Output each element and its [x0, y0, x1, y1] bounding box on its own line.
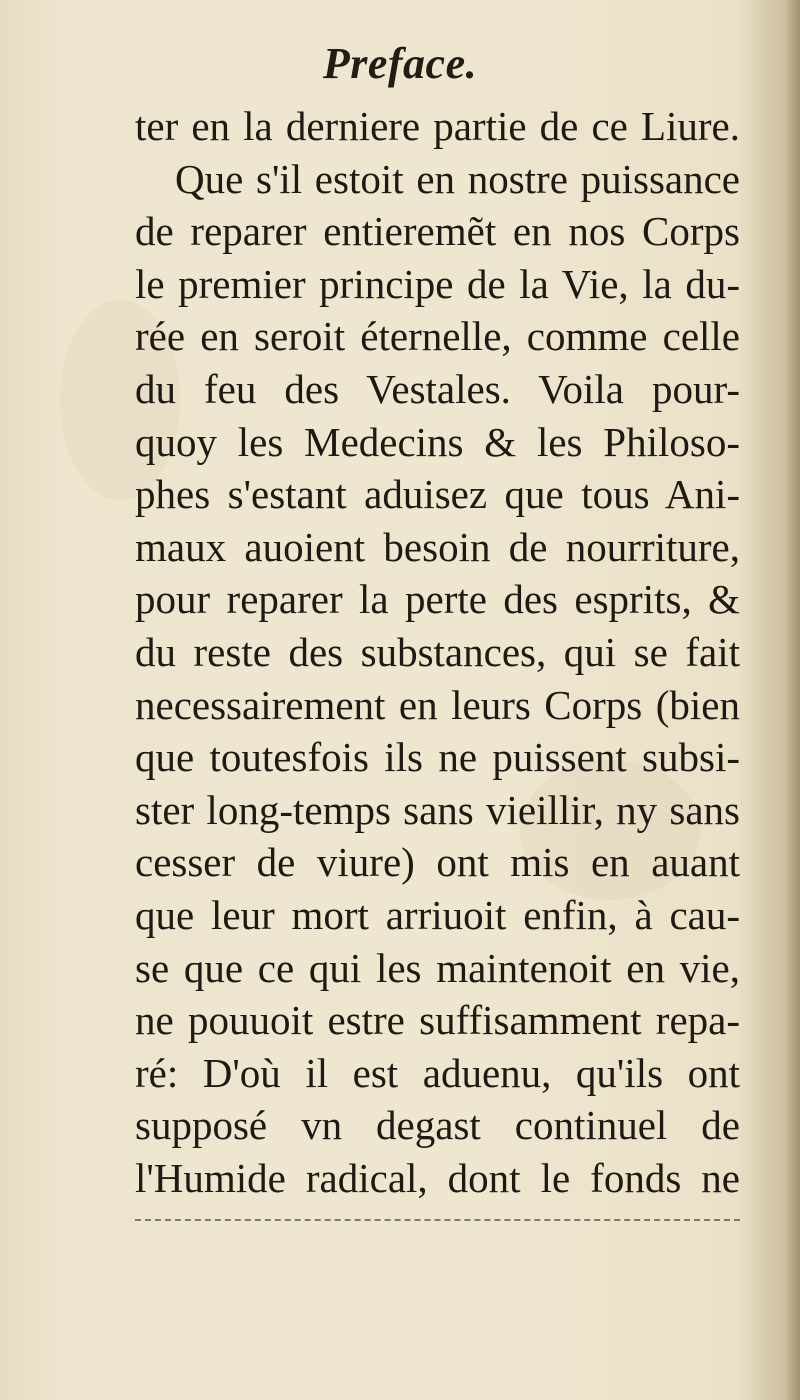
text-line: du feu des Vestales. Voila pour- [135, 365, 740, 412]
text-line: ster long-temps sans vieillir, ny sans [135, 786, 740, 833]
text-line: que toutesfois ils ne puissent subsi- [135, 734, 740, 781]
text-line: Que s'il estoit en nostre puissance [175, 155, 740, 202]
page-edge-shadow [786, 0, 800, 1400]
running-head: Preface. [322, 39, 478, 88]
text-line: du reste des substances, qui se fait [135, 628, 740, 675]
body-text [135, 100, 740, 1204]
text-line: maux auoient besoin de nourriture, [135, 523, 740, 570]
text-line: ter en la derniere partie de ce Liure. [135, 103, 740, 149]
text-line: phes s'estant aduisez que tous Ani- [135, 471, 740, 518]
text-line: le premier principe de la Vie, la du- [135, 260, 740, 307]
text-line: cesser de viure) ont mis en auant [135, 839, 740, 886]
text-line: ne pouuoit estre suffisamment repa- [135, 997, 740, 1044]
text-line: quoy les Medecins & les Philoso- [135, 418, 740, 465]
underline-rule [135, 1219, 740, 1221]
text-line: rée en seroit éternelle, comme celle [135, 313, 740, 360]
text-line: necessairement en leurs Corps (bien [135, 681, 740, 728]
text-line: ré: D'où il est aduenu, qu'ils ont [135, 1049, 740, 1096]
text-line: se que ce qui les maintenoit en vie, [135, 944, 740, 991]
text-line: que leur mort arriuoit enfin, à cau- [135, 891, 740, 938]
text-line: pour reparer la perte des esprits, & [135, 576, 740, 623]
text-line: l'Humide radical, dont le fonds ne [135, 1154, 740, 1201]
text-line: de reparer entieremẽt en nos Corps [135, 208, 740, 255]
text-line: supposé vn degast continuel de [135, 1102, 740, 1149]
